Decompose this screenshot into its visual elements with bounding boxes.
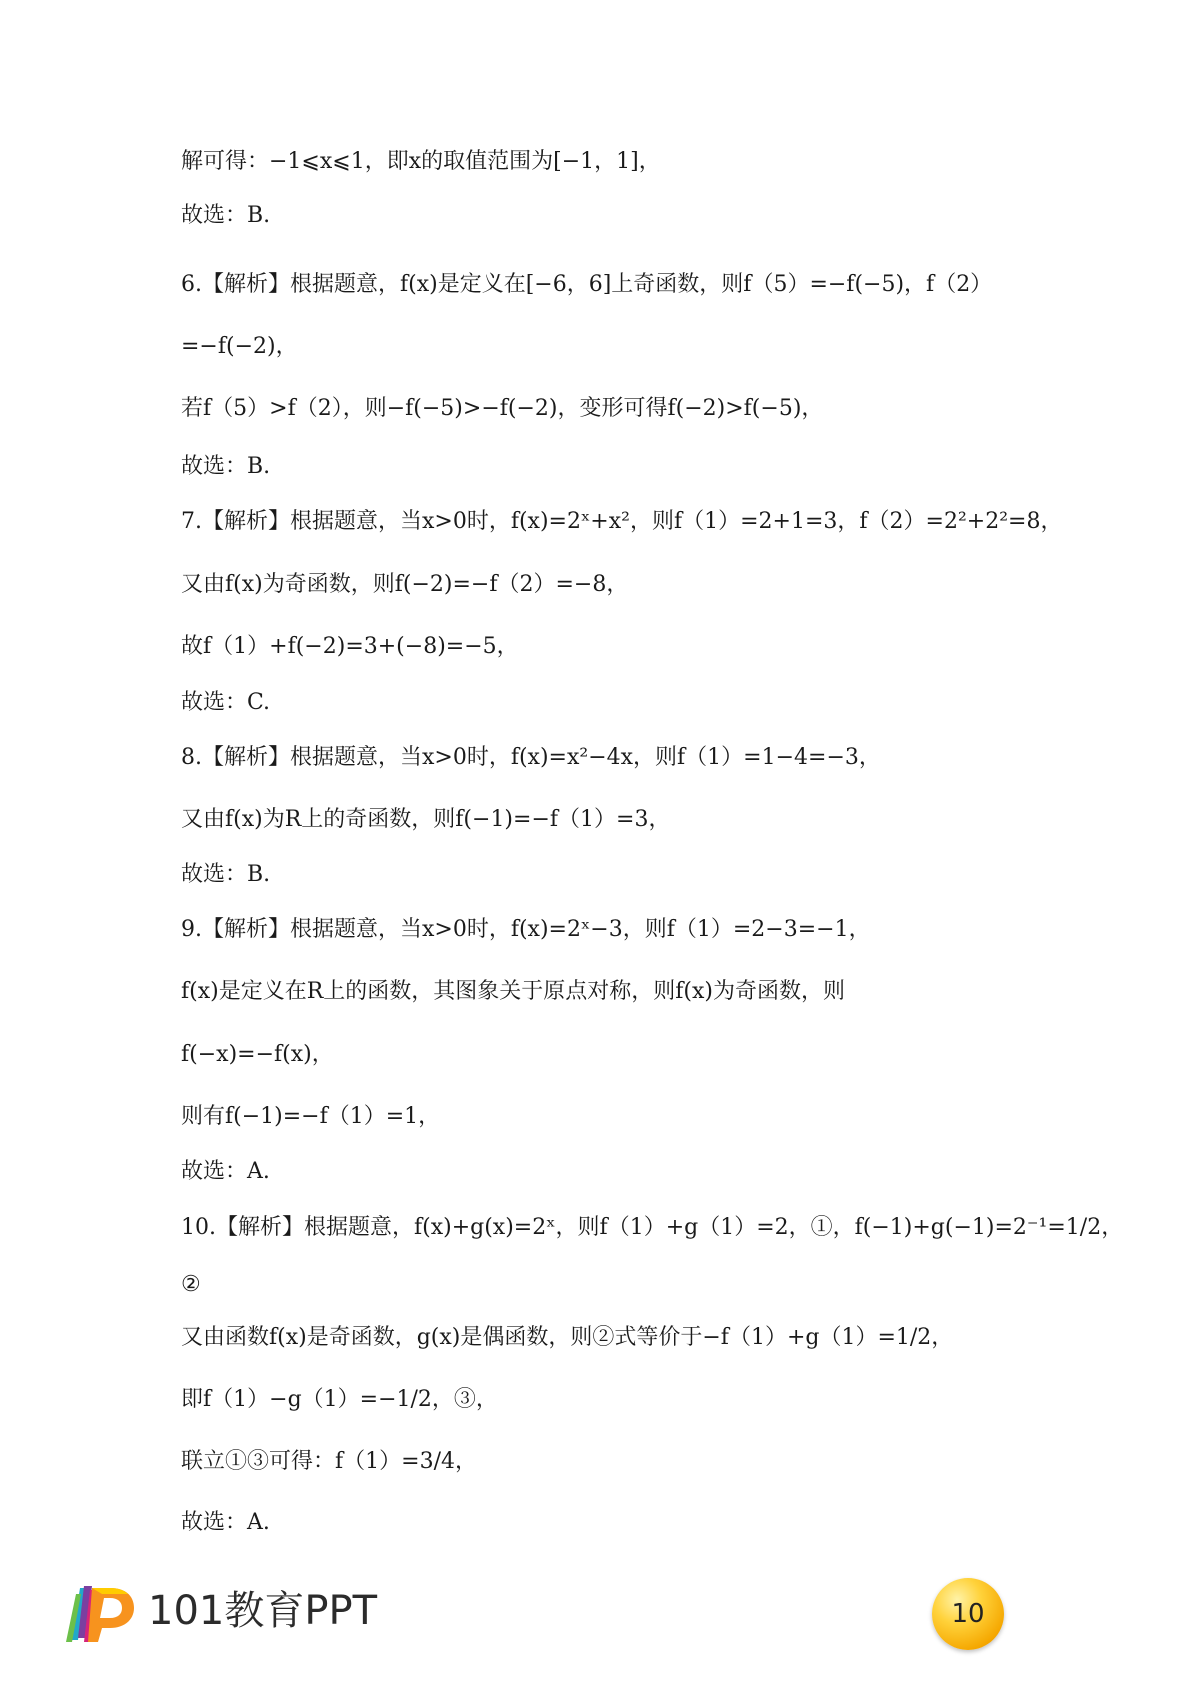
text-line-10: 故选：C. — [181, 690, 271, 715]
text-line-11: 8.【解析】根据题意，当x>0时，f(x)=x²−4x，则f（1）=1−4=−3， — [181, 745, 881, 770]
text-line-3: 6.【解析】根据题意，f(x)是定义在[−6，6]上奇函数，则f（5）=−f(−5)，f（2） — [181, 272, 993, 297]
page-number-badge — [932, 1578, 1004, 1650]
text-line-9: 故f（1）+f(−2)=3+(−8)=−5， — [181, 634, 519, 659]
text-line-13: 故选：B. — [181, 862, 271, 887]
brand-p-icon — [62, 1580, 142, 1646]
text-line-1: 解可得：−1⩽x⩽1，即x的取值范围为[−1，1]， — [181, 149, 661, 174]
text-line-15: f(x)是定义在R上的函数，其图象关于原点对称，则f(x)为奇函数，则 — [181, 979, 845, 1004]
text-line-18: 故选：A. — [181, 1159, 270, 1184]
text-line-4: =−f(−2)， — [181, 334, 298, 359]
page-number: 10 — [951, 1599, 985, 1629]
text-line-20: ② — [181, 1272, 201, 1297]
text-line-2: 故选：B. — [181, 203, 271, 228]
text-line-17: 则有f(−1)=−f（1）=1， — [181, 1104, 441, 1129]
text-line-6: 故选：B. — [181, 454, 271, 479]
brand-name: 101教育PPT — [148, 1588, 378, 1634]
text-line-7: 7.【解析】根据题意，当x>0时，f(x)=2ˣ+x²，则f（1）=2+1=3，f（2）=2²+2²=8， — [181, 509, 1063, 534]
brand-logo — [62, 1580, 392, 1646]
text-line-16: f(−x)=−f(x)， — [181, 1042, 334, 1067]
text-line-8: 又由f(x)为奇函数，则f(−2)=−f（2）=−8， — [181, 572, 629, 597]
text-line-12: 又由f(x)为R上的奇函数，则f(−1)=−f（1）=3， — [181, 807, 671, 832]
text-line-22: 即f（1）−g（1）=−1/2，③， — [181, 1387, 498, 1412]
text-line-14: 9.【解析】根据题意，当x>0时，f(x)=2ˣ−3，则f（1）=2−3=−1， — [181, 917, 871, 942]
text-line-21: 又由函数f(x)是奇函数，g(x)是偶函数，则②式等价于−f（1）+g（1）=1/2， — [181, 1325, 954, 1350]
text-line-5: 若f（5）>f（2），则−f(−5)>−f(−2)，变形可得f(−2)>f(−5)， — [181, 396, 824, 421]
text-line-23: 联立①③可得：f（1）=3/4， — [181, 1449, 477, 1474]
text-line-19: 10.【解析】根据题意，f(x)+g(x)=2ˣ，则f（1）+g（1）=2，①，f(−1)+g(−1)=2⁻¹=1/2， — [181, 1215, 1124, 1240]
text-line-24: 故选：A. — [181, 1510, 270, 1535]
